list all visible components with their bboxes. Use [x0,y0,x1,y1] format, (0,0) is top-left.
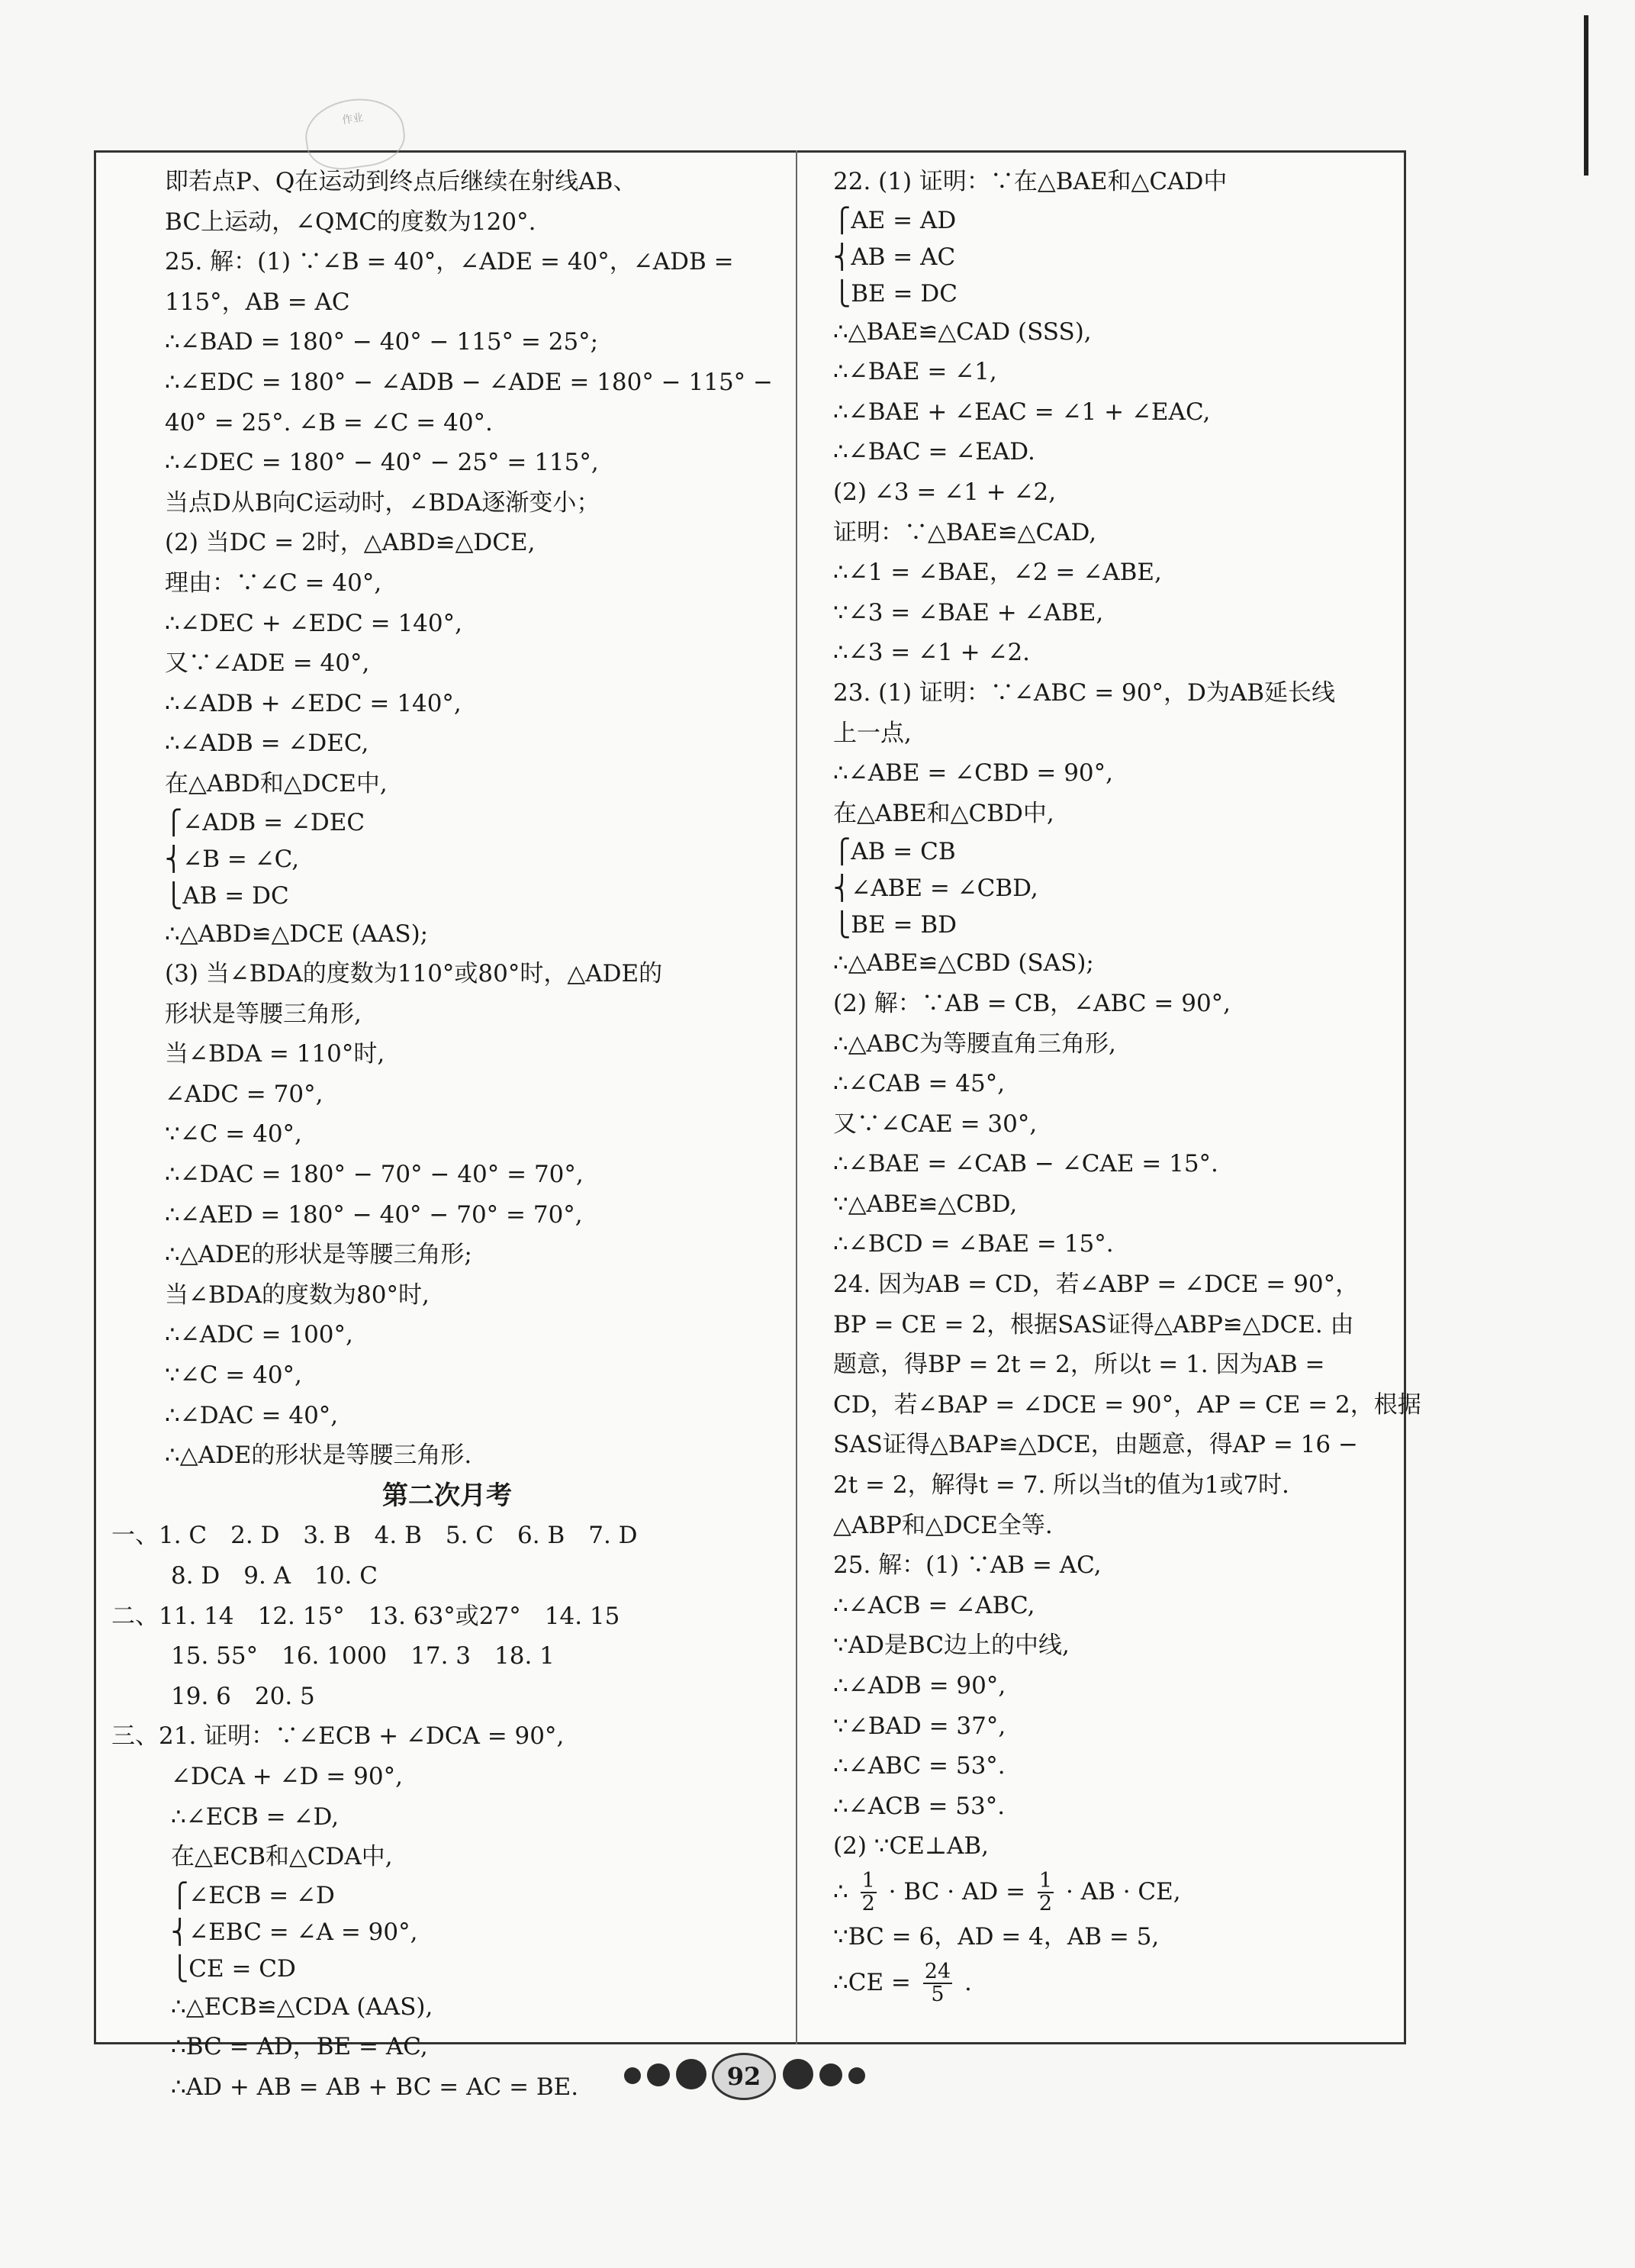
binding-mark [1584,15,1588,176]
frac-mid: · BC · AD = [888,1877,1026,1906]
answer-line: 三、21. 证明：∵∠ECB + ∠DCA = 90°, [111,1722,565,1751]
text-line: ∴∠CAB = 45°, [833,1070,1006,1098]
answer-line: ∴BC = AD，BE = AC, [171,2033,428,2061]
frac-prefix: ∴ [833,1877,848,1906]
text-line: ∴△ADE的形状是等腰三角形; [165,1241,472,1269]
text-line: ∴∠1 = ∠BAE，∠2 = ∠ABE, [833,559,1162,587]
text-line: ∴∠BAD = 180° − 40° − 115° = 25°; [165,328,599,356]
frac-end: · AB · CE, [1065,1877,1181,1906]
answer-line: 一、1. C 2. D 3. B 4. B 5. C 6. B 7. D [111,1522,638,1550]
decor-dot [848,2067,865,2084]
text-line: ∵∠BAD = 37°, [833,1712,1006,1740]
text-line: ∴∠ABC = 53°. [833,1752,1006,1780]
answer-line: 15. 55° 16. 1000 17. 3 18. 1 [171,1642,555,1670]
text-line: 23. (1) 证明：∵∠ABC = 90°，D为AB延长线 [833,678,1336,707]
text-line: ∵∠3 = ∠BAE + ∠ABE, [833,598,1104,627]
text-line: 上一点, [833,719,912,747]
brace-line: ⎧∠ECB = ∠D [171,1881,335,1909]
text-line: ∴∠BCD = ∠BAE = 15°. [833,1230,1114,1258]
answer-line: 在△ECB和△CDA中, [171,1843,393,1871]
text-line: 当点D从B向C运动时，∠BDA逐渐变小； [165,488,600,517]
text-line: 115°，AB = AC [165,288,350,316]
decor-dot [819,2063,842,2086]
brace-line: ⎩BE = BD [833,911,957,939]
text-line: ∴∠AED = 180° − 40° − 70° = 70°, [165,1200,583,1229]
text-line: 25. 解：(1) ∵∠B = 40°，∠ADE = 40°，∠ADB = [165,248,734,276]
brace-line: ⎨AB = AC [833,243,956,271]
text-line: ∴∠ADB + ∠EDC = 140°, [165,689,462,717]
text-line: BP = CE = 2，根据SAS证得△ABP≌△DCE. 由 [833,1310,1354,1339]
decor-dot [624,2067,641,2084]
text-line: ∴∠ADC = 100°, [165,1321,353,1349]
answer-line: ∴△ECB≌△CDA (AAS), [171,1993,433,2021]
text-line: 证明：∵△BAE≌△CAD, [833,518,1097,546]
text-line: 又∵∠CAE = 30°, [833,1110,1038,1138]
fraction-numerator: 1 [1038,1869,1053,1893]
brace-line: ⎩CE = CD [171,1954,296,1983]
text-line: ∴∠ABE = ∠CBD = 90°, [833,759,1113,788]
text-line: ∠ADC = 70°, [165,1080,323,1108]
column-divider [796,150,797,2044]
text-line: ∴∠ADB = ∠DEC, [165,730,369,758]
fraction-half [1038,1870,1054,1915]
fraction-denominator: 2 [1038,1892,1053,1916]
text-line: ∴∠DEC + ∠EDC = 140°, [165,609,462,637]
text-line: ∴∠ACB = 53°. [833,1792,1006,1820]
text-line: ∴∠BAE = ∠CAB − ∠CAE = 15°. [833,1150,1218,1178]
text-line: ∴△ABC为等腰直角三角形, [833,1029,1116,1058]
text-line: 题意，得BP = 2t = 2，所以t = 1. 因为AB = [833,1351,1325,1379]
text-line: 理由：∵∠C = 40°, [165,569,382,597]
page-number: 92 [712,2053,776,2100]
text-line: 在△ABD和△DCE中, [165,769,388,797]
text-line: ∴△BAE≌△CAD (SSS), [833,317,1092,346]
text-line: ∴△ABD≌△DCE (AAS); [165,920,429,948]
answer-line: 二、11. 14 12. 15° 13. 63°或27° 14. 15 [111,1602,620,1630]
text-line: ∴∠EDC = 180° − ∠ADB − ∠ADE = 180° − 115° − [165,368,773,396]
text-line: (2) 当DC = 2时，△ABD≌△DCE, [165,529,536,557]
right-column [833,162,1421,2008]
text-line: 在△ABE和△CBD中, [833,799,1054,827]
text-line: (3) 当∠BDA的度数为110°或80°时，△ADE的 [165,960,663,988]
text-line: CD，若∠BAP = ∠DCE = 90°，AP = CE = 2，根据 [833,1390,1421,1419]
text-line: ∴△ABE≌△CBD (SAS); [833,949,1094,978]
text-line: SAS证得△BAP≌△DCE，由题意，得AP = 16 − [833,1431,1358,1459]
text-line: ∴∠ACB = ∠ABC, [833,1591,1035,1619]
text-line: ∵BC = 6，AD = 4，AB = 5, [833,1922,1160,1951]
text-line: ∴∠DAC = 180° − 70° − 40° = 70°, [165,1161,584,1189]
text-line: 当∠BDA的度数为80°时, [165,1281,430,1309]
text-line: ∴△ADE的形状是等腰三角形. [165,1442,472,1470]
text-line: ∴∠ADB = 90°, [833,1672,1006,1699]
text-line: ∴∠DAC = 40°, [165,1401,339,1429]
decor-dot [647,2063,670,2086]
text-line: ∴∠BAC = ∠EAD. [833,438,1035,466]
answer-line: ∠DCA + ∠D = 90°, [171,1762,403,1790]
fraction-line [833,1867,1398,1917]
text-line: (2) ∵CE⊥AB, [833,1832,990,1860]
text-line: 形状是等腰三角形, [165,1000,362,1028]
text-line: 当∠BDA = 110°时, [165,1040,385,1068]
ce-suffix: . [964,1968,972,1996]
answer-line: ∴∠ECB = ∠D, [171,1802,340,1831]
text-line: ∵∠C = 40°, [165,1361,302,1390]
text-line: 22. (1) 证明：∵在△BAE和△CAD中 [833,168,1228,195]
text-line: ∵△ABE≌△CBD, [833,1190,1018,1218]
text-line: ∴∠BAE + ∠EAC = ∠1 + ∠EAC, [833,398,1211,426]
text-line: ∴∠BAE = ∠1, [833,358,997,386]
ce-prefix: ∴CE = [833,1968,911,1996]
fraction-numerator: 24 [924,1960,951,1984]
fraction-denominator: 2 [861,1892,875,1916]
text-line: 又∵∠ADE = 40°, [165,649,370,678]
brace-line: ⎨∠B = ∠C, [165,845,300,873]
text-line: 24. 因为AB = CD，若∠ABP = ∠DCE = 90°， [833,1271,1360,1299]
brace-line: ⎨∠ABE = ∠CBD, [833,875,1038,903]
fraction-half [861,1870,877,1915]
text-line: (2) ∠3 = ∠1 + ∠2, [833,478,1057,506]
decor-dot [676,2059,706,2089]
fraction-ce [923,1961,952,2005]
text-line: ∴∠3 = ∠1 + ∠2. [833,639,1031,667]
decor-dot [783,2059,813,2089]
fraction-numerator: 1 [861,1869,875,1893]
fraction-denominator: 5 [931,1983,945,2007]
text-line: 25. 解：(1) ∵AB = AC, [833,1551,1102,1580]
text-line: △ABP和△DCE全等. [833,1511,1053,1539]
brace-line: ⎩AB = DC [165,881,289,910]
ce-line [833,1957,1398,2008]
text-line: (2) 解：∵AB = CB，∠ABC = 90°, [833,989,1231,1017]
brace-line: ⎨∠EBC = ∠A = 90°, [171,1918,418,1946]
text-line: 2t = 2，解得t = 7. 所以当t的值为1或7时. [833,1471,1289,1500]
text-line: 即若点P、Q在运动到终点后继续在射线AB、 [165,168,637,195]
text-line: 40° = 25°. ∠B = ∠C = 40°. [165,408,493,437]
text-line: ∵∠C = 40°, [165,1120,302,1148]
answer-line: 8. D 9. A 10. C [171,1562,378,1590]
answer-line: ∴AD + AB = AB + BC = AC = BE. [171,2073,579,2101]
left-column [111,162,783,2108]
answer-line: 19. 6 20. 5 [171,1682,315,1710]
section-title: 第二次月考 [382,1480,512,1511]
stamp-label: 作业 [341,111,365,127]
brace-line: ⎩BE = DC [833,279,958,308]
brace-line: ⎧AE = AD [833,206,957,234]
brace-line: ⎧AB = CB [833,838,956,866]
text-line: ∵AD是BC边上的中线, [833,1632,1070,1660]
brace-line: ⎧∠ADB = ∠DEC [165,808,365,836]
text-line: BC上运动，∠QMC的度数为120°. [165,208,536,236]
text-line: ∴∠DEC = 180° − 40° − 25° = 115°, [165,449,599,477]
